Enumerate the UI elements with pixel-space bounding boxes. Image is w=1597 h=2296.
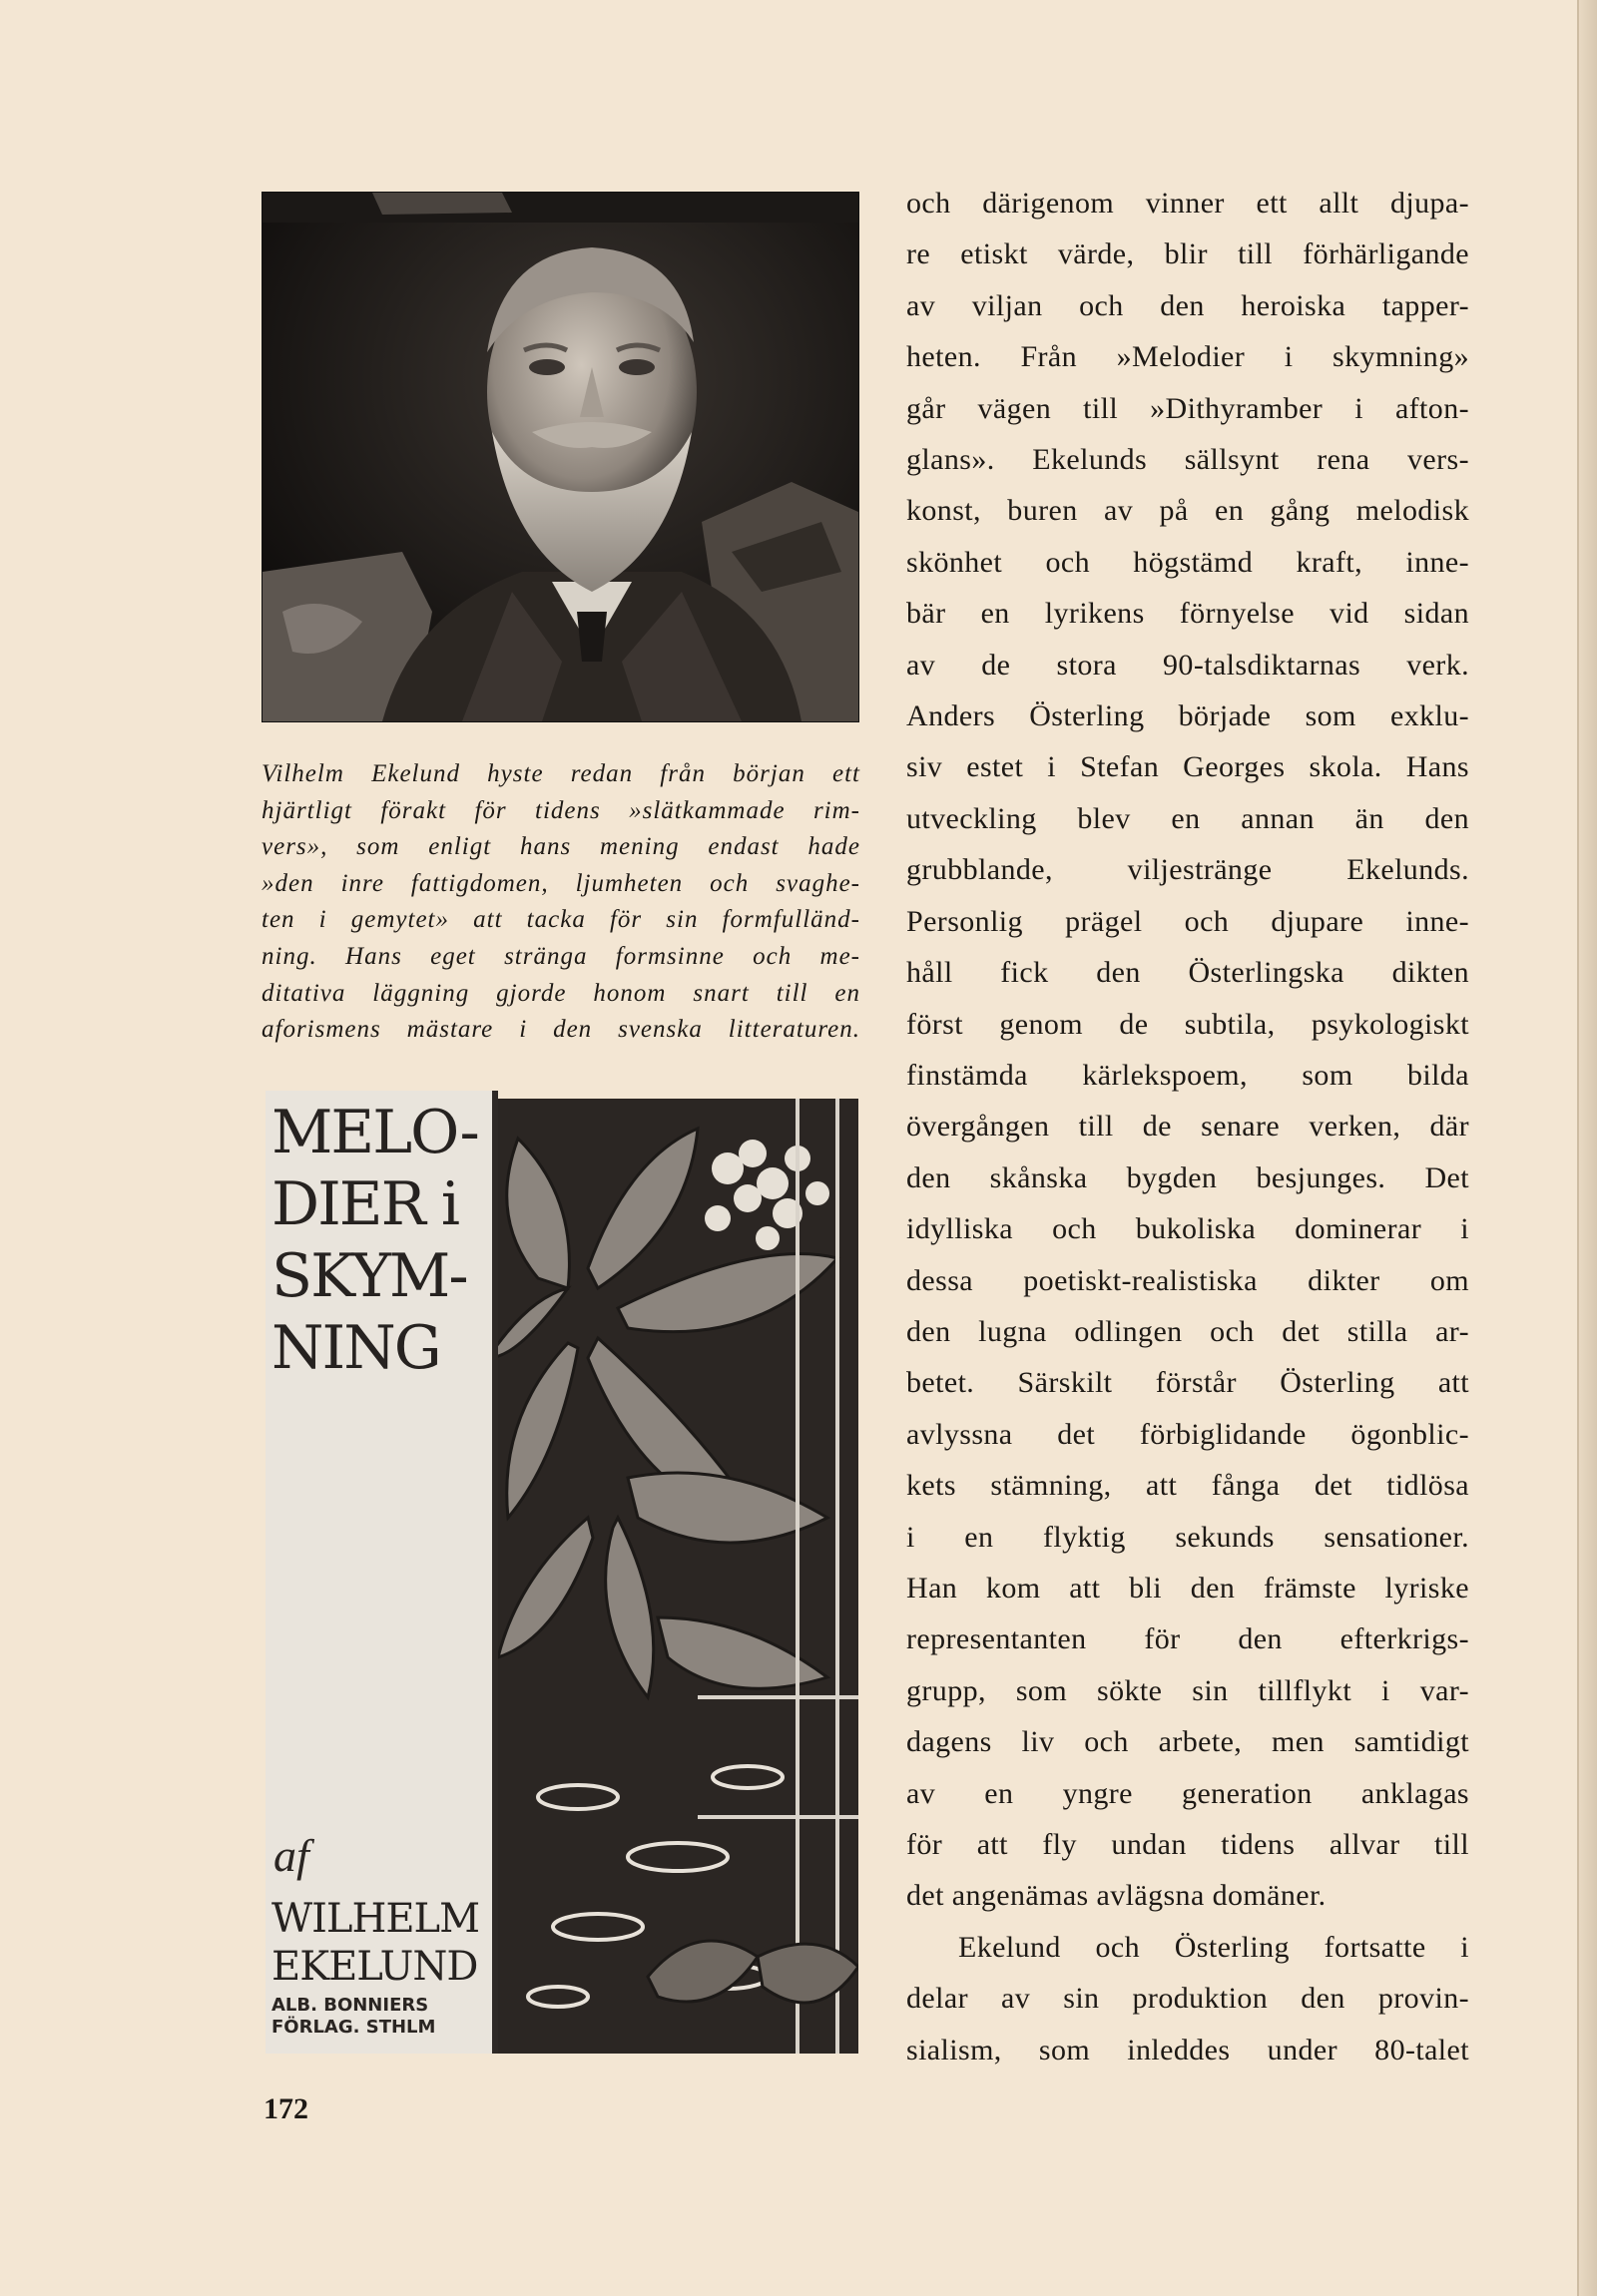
body-line: heten. Från »Melodier i skymning» bbox=[906, 340, 1469, 374]
body-line: och därigenom vinner ett allt djupa- bbox=[906, 187, 1469, 220]
body-line: konst, buren av på en gång melodisk bbox=[906, 494, 1469, 528]
body-line: grupp, som sökte sin tillflykt i var- bbox=[906, 1673, 1469, 1707]
body-line: siv estet i Stefan Georges skola. Hans bbox=[906, 750, 1469, 784]
cover-publisher-line: ALB. BONNIERS bbox=[271, 1995, 429, 2016]
body-line: grubblande, viljestränge Ekelunds. bbox=[906, 853, 1469, 887]
page-number: 172 bbox=[264, 2092, 308, 2125]
cover-publisher-line: FÖRLAG. STHLM bbox=[271, 2017, 436, 2038]
body-line: av de stora 90-talsdiktarnas verk. bbox=[906, 648, 1469, 682]
body-line: utveckling blev en annan än den bbox=[906, 801, 1469, 835]
caption-line: aforismens mästare i den svenska litteraturen. bbox=[262, 1016, 860, 1044]
body-line: sialism, som inleddes under 80-talet bbox=[906, 2033, 1469, 2066]
body-line: av en yngre generation anklagas bbox=[906, 1776, 1469, 1810]
body-line: håll fick den Österlingska dikten bbox=[906, 956, 1469, 990]
body-line: betet. Särskilt förstår Österling att bbox=[906, 1366, 1469, 1400]
body-line: avlyssna det förbiglidande ögonblic- bbox=[906, 1417, 1469, 1451]
caption-line: vers», som enligt hans mening endast hade bbox=[262, 833, 860, 861]
body-line: kets stämning, att fånga det tidlösa bbox=[906, 1469, 1469, 1503]
cover-publisher bbox=[271, 1995, 435, 2039]
cover-title-line: SKYM- bbox=[271, 1241, 467, 1311]
caption-line: hjärtligt förakt för tidens »slätkammade rim- bbox=[262, 796, 860, 824]
caption-line: ditativa läggning gjorde honom snart till en bbox=[262, 979, 860, 1007]
cover-of-label: af bbox=[273, 1830, 309, 1881]
body-line: går vägen till »Dithyramber i afton- bbox=[906, 391, 1469, 425]
chestnut-leaves-illustration bbox=[498, 1099, 858, 2054]
cover-author bbox=[271, 1895, 479, 1991]
portrait-photo bbox=[262, 192, 859, 722]
body-line: den lugna odlingen och det stilla ar- bbox=[906, 1314, 1469, 1348]
body-line: glans». Ekelunds sällsynt rena vers- bbox=[906, 443, 1469, 477]
body-line: i en flyktig sekunds sensationer. bbox=[906, 1520, 1469, 1554]
body-line: övergången till de senare verken, där bbox=[906, 1110, 1469, 1144]
caption-line: »den inre fattigdomen, ljumheten och svaghe- bbox=[262, 869, 860, 897]
cover-author-line: EKELUND bbox=[271, 1944, 478, 1990]
page-edge bbox=[1579, 0, 1597, 2296]
caption-line: Vilhelm Ekelund hyste redan från början ett bbox=[262, 760, 860, 787]
body-line: finstämda kärlekspoem, som bilda bbox=[906, 1058, 1469, 1092]
cover-title-line: MELO- bbox=[271, 1098, 478, 1167]
body-line: delar av sin produktion den provin- bbox=[906, 1982, 1469, 2016]
portrait-illustration bbox=[263, 193, 858, 721]
body-line: för att fly undan tidens allvar till bbox=[906, 1828, 1469, 1861]
body-line: idylliska och bukoliska dominerar i bbox=[906, 1212, 1469, 1246]
body-line: dagens liv och arbete, men samtidigt bbox=[906, 1725, 1469, 1759]
cover-title-line: DIER i bbox=[271, 1169, 459, 1239]
body-line: den skånska bygden besjunges. Det bbox=[906, 1160, 1469, 1194]
body-line: Personlig prägel och djupare inne- bbox=[906, 904, 1469, 938]
body-line: bär en lyrikens förnyelse vid sidan bbox=[906, 597, 1469, 631]
photo-caption bbox=[262, 756, 860, 1049]
cover-artwork bbox=[498, 1099, 858, 2054]
caption-line: ten i gemytet» att tacka för sin formfulländ- bbox=[262, 906, 860, 934]
body-line: representanten för den efterkrigs- bbox=[906, 1622, 1469, 1656]
body-line: skönhet och högstämd kraft, inne- bbox=[906, 545, 1469, 579]
body-line: Ekelund och Österling fortsatte i bbox=[958, 1930, 1469, 1964]
body-line: av viljan och den heroiska tapper- bbox=[906, 288, 1469, 322]
body-text-column bbox=[906, 178, 1469, 2075]
body-line: re etiskt värde, blir till förhärligande bbox=[906, 237, 1469, 271]
body-line: dessa poetiskt-realistiska dikter om bbox=[906, 1263, 1469, 1297]
cover-title-line: NING bbox=[271, 1313, 440, 1383]
book-cover-image bbox=[266, 1091, 858, 2054]
cover-author-line: WILHELM bbox=[271, 1896, 480, 1942]
body-line: Anders Österling började som exklu- bbox=[906, 699, 1469, 733]
caption-line: ning. Hans eget stränga formsinne och me- bbox=[262, 942, 860, 970]
body-line: Han kom att bli den främste lyriske bbox=[906, 1571, 1469, 1605]
body-line: först genom de subtila, psykologiskt bbox=[906, 1007, 1469, 1041]
body-line: det angenämas avlägsna domäner. bbox=[906, 1879, 1327, 1913]
